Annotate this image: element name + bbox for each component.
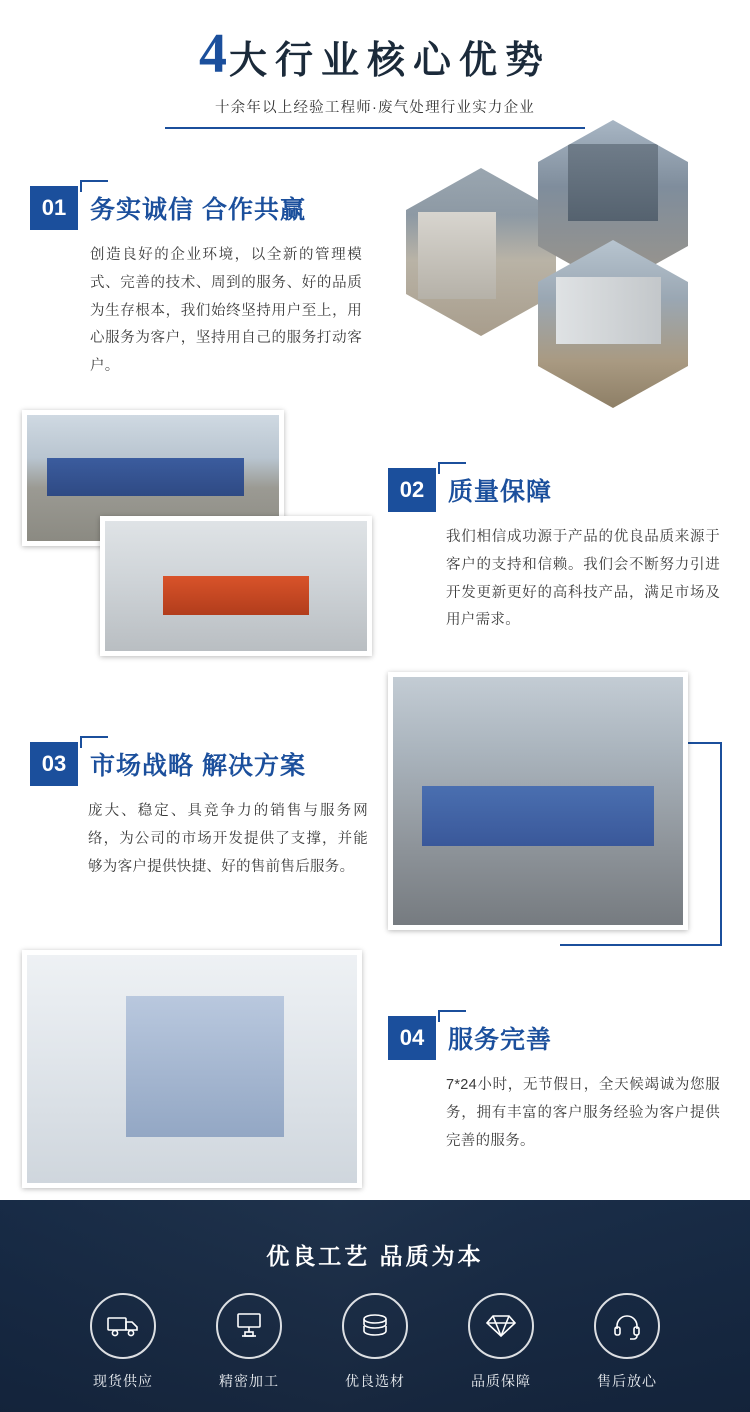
footer-feature-list — [0, 1293, 750, 1391]
headset-icon-circle — [594, 1293, 660, 1359]
feature-01-title-bracket — [90, 190, 306, 226]
footer-item-quality-label: 品质保障 — [471, 1373, 531, 1389]
cnc-machine-icon-circle — [216, 1293, 282, 1359]
feature-04-title-line — [388, 1016, 718, 1060]
feature-01-number: 01 — [30, 186, 78, 230]
headset-icon — [613, 1312, 641, 1340]
feature-04-title: 服务完善 — [448, 1026, 553, 1054]
feature-04-number: 04 — [388, 1016, 436, 1060]
feature-block-01 — [30, 186, 360, 381]
feature-03-title-bracket — [90, 746, 306, 782]
feature-02-title-bracket — [448, 472, 552, 508]
diamond-icon-circle — [468, 1293, 534, 1359]
photo-factory-3 — [538, 240, 688, 408]
page-title — [0, 23, 750, 85]
header-subtitle-wrap — [95, 82, 655, 129]
feature-block-03 — [30, 742, 370, 881]
header-number: 4 — [198, 23, 227, 85]
feature-02-number: 02 — [388, 468, 436, 512]
feature-02-title-line — [388, 468, 718, 512]
footer-item-aftersales-label: 售后放心 — [597, 1373, 657, 1389]
footer-item-machining — [195, 1293, 303, 1391]
feature-01-photo-cluster — [392, 128, 732, 398]
feature-03-title: 市场战略 解决方案 — [90, 752, 306, 780]
photo-workshop-install — [388, 672, 688, 930]
feature-block-02 — [388, 468, 718, 635]
footer-item-supply — [69, 1293, 177, 1391]
feature-02-body: 我们相信成功源于产品的优良品质来源于客户的支持和信赖。我们会不断努力引进开发更新更好的高科技产品，满足市场及用户需求。 — [446, 529, 720, 629]
feature-03-title-line — [30, 742, 370, 786]
layers-icon — [360, 1313, 390, 1339]
truck-icon — [107, 1314, 139, 1338]
footer-item-material-label: 优良选材 — [345, 1373, 405, 1389]
page-header — [0, 0, 750, 129]
footer-item-supply-label: 现货供应 — [93, 1373, 153, 1389]
footer-item-quality — [447, 1293, 555, 1391]
footer-item-material — [321, 1293, 429, 1391]
feature-01-title-line — [30, 186, 360, 230]
footer-item-machining-label: 精密加工 — [219, 1373, 279, 1389]
photo-customer-service — [22, 950, 362, 1188]
layers-icon-circle — [342, 1293, 408, 1359]
photo-catalytic-furnace — [100, 516, 372, 656]
feature-03-body: 庞大、稳定、具竞争力的销售与服务网络，为公司的市场开发提供了支撑，并能够为客户提供快捷、好的售前售后服务。 — [88, 803, 368, 875]
feature-01-body: 创造良好的企业环境，以全新的管理模式、完善的技术、周到的服务、好的品质为生存根本，我们始终坚持用户至上，用心服务为客户，坚持用自己的服务打动客户。 — [90, 247, 362, 375]
feature-04-title-bracket — [448, 1020, 552, 1056]
truck-icon-circle — [90, 1293, 156, 1359]
feature-02-title: 质量保障 — [448, 478, 553, 506]
header-title-text: 大行业核心优势 — [228, 40, 551, 82]
diamond-icon — [486, 1313, 516, 1339]
feature-03-number: 03 — [30, 742, 78, 786]
cnc-machine-icon — [235, 1312, 263, 1340]
feature-block-04 — [388, 1016, 718, 1155]
photo-factory-1 — [406, 168, 556, 336]
header-subtitle: 十余年以上经验工程师·废气处理行业实力企业 — [214, 100, 536, 116]
footer-item-aftersales — [573, 1293, 681, 1391]
feature-02-photo-cluster — [22, 410, 372, 660]
footer-title: 优良工艺 品质为本 — [266, 1243, 484, 1269]
feature-01-title: 务实诚信 合作共赢 — [90, 196, 306, 224]
footer-banner — [0, 1200, 750, 1412]
feature-04-body: 7*24小时，无节假日，全天候竭诚为您服务，拥有丰富的客户服务经验为客户提供完善的服务。 — [446, 1077, 720, 1149]
